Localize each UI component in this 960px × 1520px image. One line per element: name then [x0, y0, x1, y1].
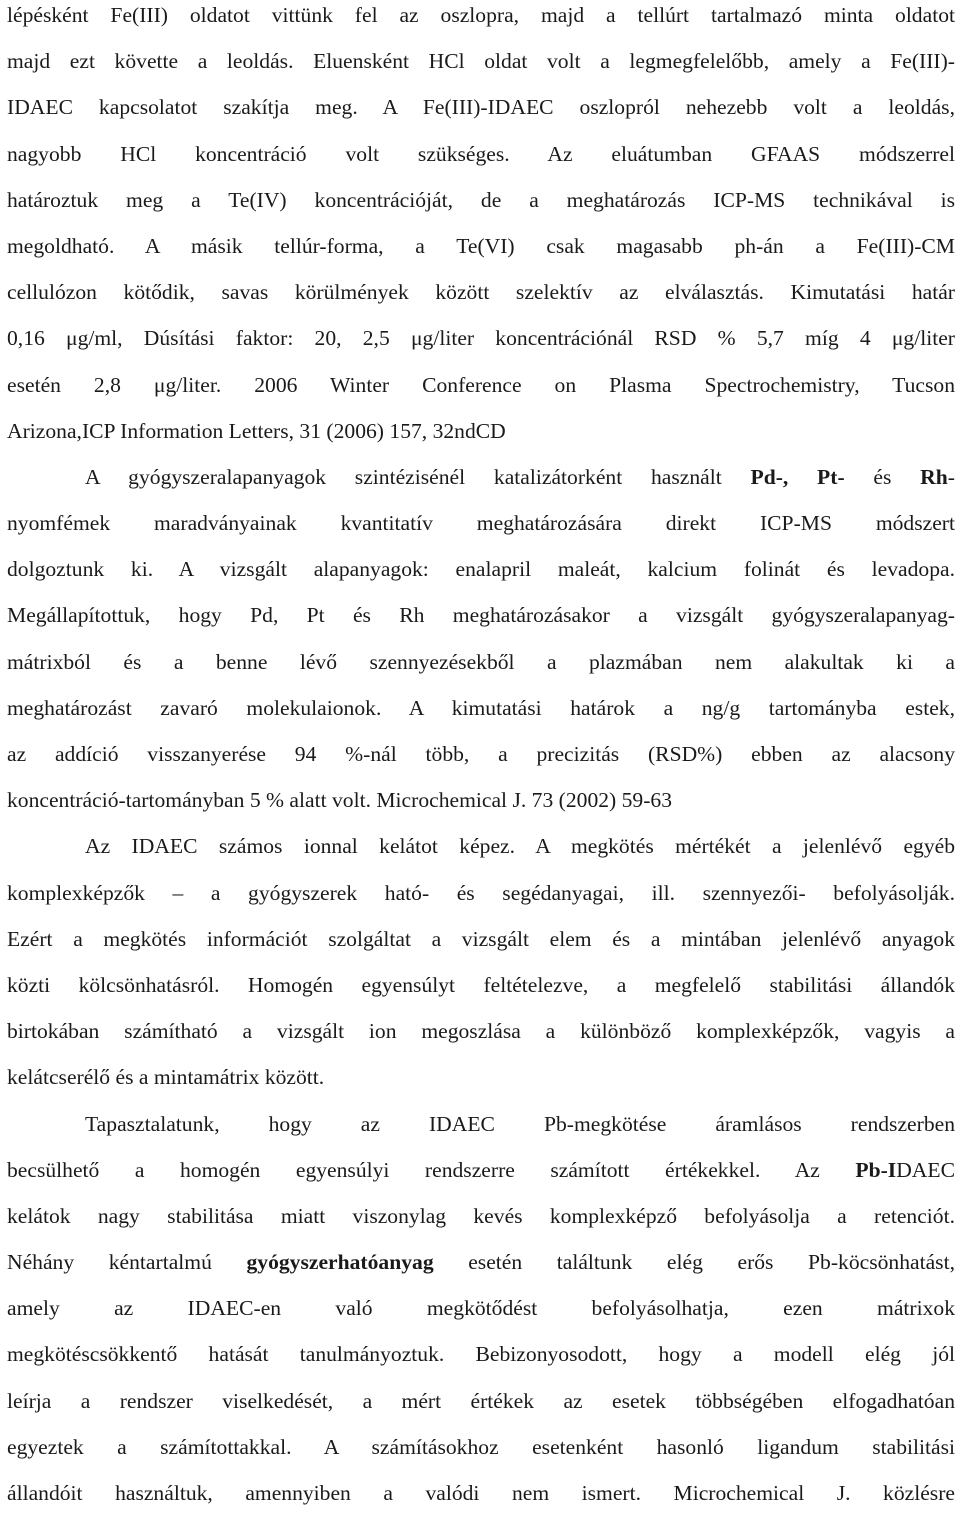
text-line [7, 84, 955, 130]
text-run: határoztuk meg a Te(IV) koncentrációját, de a meghatározás ICP-MS technikával is [7, 187, 955, 212]
text-run: megkötéscsökkentő hatását tanulmányoztuk. Bebizonyosodott, hogy a modell elég jól [7, 1342, 955, 1367]
text-run: kelátcserélő és a mintamátrix között. [7, 1065, 325, 1090]
text-line [7, 315, 955, 361]
text-line [7, 870, 955, 916]
text-run: nagyobb HCl koncentráció volt szükséges. Az eluátumban GFAAS módszerrel [7, 141, 955, 166]
bold-text-run: Pd-, Pt- [750, 464, 845, 489]
text-run: becsülhető a homogén egyensúlyi rendszerre számított értékekkel. Az [7, 1157, 856, 1182]
text-line [7, 1054, 955, 1100]
text-run: az addíció visszanyerése 94 %-nál több, a precizitás (RSD%) ebben az alacsony [7, 742, 955, 766]
text-run: - [947, 464, 955, 489]
text-run: DAEC [896, 1157, 955, 1182]
text-line [7, 962, 955, 1008]
paragraph-p1 [7, 0, 955, 454]
text-line [7, 823, 955, 869]
text-line [7, 269, 955, 315]
text-run: Arizona,ICP Information Letters, 31 (2006) 157, 32ndCD [7, 418, 506, 443]
paragraph-p2 [7, 454, 955, 824]
text-run: mátrixból és a benne lévő szennyezésekből a plazmában nem alakultak ki a [7, 649, 955, 674]
bold-text-run: Rh [920, 464, 948, 489]
text-run: esetén 2,8 μg/liter. 2006 Winter Conference on Plasma Spectrochemistry, Tucson [7, 372, 955, 397]
text-line [7, 1239, 955, 1285]
paragraph-p4 [7, 1101, 955, 1517]
text-run: dolgoztunk ki. A vizsgált alapanyagok: enalapril maleát, kalcium folinát és levadopa. [7, 557, 955, 582]
text-run: Néhány kéntartalmú [7, 1250, 247, 1275]
text-line [7, 1285, 955, 1331]
text-line [7, 592, 955, 638]
text-run: amely az IDAEC-en való megkötődést befolyásolhatja, ezen mátrixok [7, 1296, 955, 1321]
paragraph-p3 [7, 823, 955, 1100]
bold-text-run: gyógyszerhatóanyag [246, 1250, 434, 1275]
text-line [7, 1147, 955, 1193]
text-run: birtokában számítható a vizsgált ion megoszlása a különböző komplexképzők, vagyis a [7, 1019, 955, 1044]
text-run: 0,16 μg/ml, Dúsítási faktor: 20, 2,5 μg/liter koncentrációnál RSD % 5,7 míg 4 μg/liter [7, 326, 955, 351]
text-run: komplexképzők – a gyógyszerek ható- és segédanyagai, ill. szennyezői- befolyásolják. [7, 880, 955, 905]
text-line [7, 1008, 955, 1054]
text-run: Tapasztalatunk, hogy az IDAEC Pb-megkötése áramlásos rendszerben [85, 1111, 955, 1136]
text-line [7, 223, 955, 269]
text-run: megoldható. A másik tellúr-forma, a Te(VI) csak magasabb ph-án a Fe(III)-CM [7, 233, 955, 258]
text-line [7, 0, 955, 38]
text-line [7, 408, 955, 454]
text-line [7, 38, 955, 84]
text-line [7, 546, 955, 592]
text-run: majd ezt követte a leoldás. Eluensként HCl oldat volt a legmegfelelőbb, amely a Fe(III)- [7, 49, 955, 74]
text-run: cellulózon kötődik, savas körülmények között szelektív az elválasztás. Kimutatási határ [7, 280, 955, 305]
document-page [7, 0, 955, 1516]
text-line [7, 177, 955, 223]
text-line [7, 685, 955, 731]
text-run: lépésként Fe(III) oldatot vittünk fel az oszlopra, majd a tellúrt tartalmazó minta oldatot [7, 3, 955, 27]
text-line [7, 731, 955, 777]
text-line [7, 777, 955, 823]
text-run: és [844, 464, 921, 489]
text-line [7, 1470, 955, 1516]
text-run: koncentráció-tartományban 5 % alatt volt. Microchemical J. 73 (2002) 59-63 [7, 788, 672, 813]
text-run: nyomfémek maradványainak kvantitatív meghatározására direkt ICP-MS módszert [7, 511, 955, 536]
text-run: állandóit használtuk, amennyiben a valódi nem ismert. Microchemical J. közlésre [7, 1481, 955, 1505]
text-run: Az IDAEC számos ionnal kelátot képez. A megkötés mértékét a jelenlévő egyéb [85, 834, 955, 859]
text-run: kelátok nagy stabilitása miatt viszonylag kevés komplexképző befolyásolja a retenciót. [7, 1203, 955, 1228]
text-run: A gyógyszeralapanyagok szintézisénél katalizátorként használt [85, 464, 751, 489]
text-run: meghatározást zavaró molekulaionok. A kimutatási határok a ng/g tartományba estek, [7, 695, 955, 720]
text-line [7, 1424, 955, 1470]
text-run: egyeztek a számítottakkal. A számításokhoz esetenként hasonló ligandum stabilitási [7, 1434, 955, 1459]
bold-text-run: Pb-I [855, 1157, 897, 1182]
text-run: Megállapítottuk, hogy Pd, Pt és Rh meghatározásakor a vizsgált gyógyszeralapanyag- [7, 603, 955, 628]
text-line [7, 1101, 955, 1147]
text-line [7, 916, 955, 962]
text-run: esetén találtunk elég erős Pb-köcsönhatást, [433, 1250, 955, 1275]
text-line [7, 1193, 955, 1239]
text-run: leírja a rendszer viselkedését, a mért értékek az esetek többségében elfogadhatóan [7, 1388, 955, 1413]
text-run: IDAEC kapcsolatot szakítja meg. A Fe(III)-IDAEC oszlopról nehezebb volt a leoldás, [7, 95, 955, 120]
text-line [7, 1331, 955, 1377]
text-line [7, 1378, 955, 1424]
text-line [7, 362, 955, 408]
text-line [7, 500, 955, 546]
text-line [7, 131, 955, 177]
text-line [7, 454, 955, 500]
text-line [7, 639, 955, 685]
text-run: Ezért a megkötés információt szolgáltat a vizsgált elem és a mintában jelenlévő anyagok [7, 926, 955, 951]
text-run: közti kölcsönhatásról. Homogén egyensúlyt feltételezve, a megfelelő stabilitási állandók [7, 972, 955, 997]
